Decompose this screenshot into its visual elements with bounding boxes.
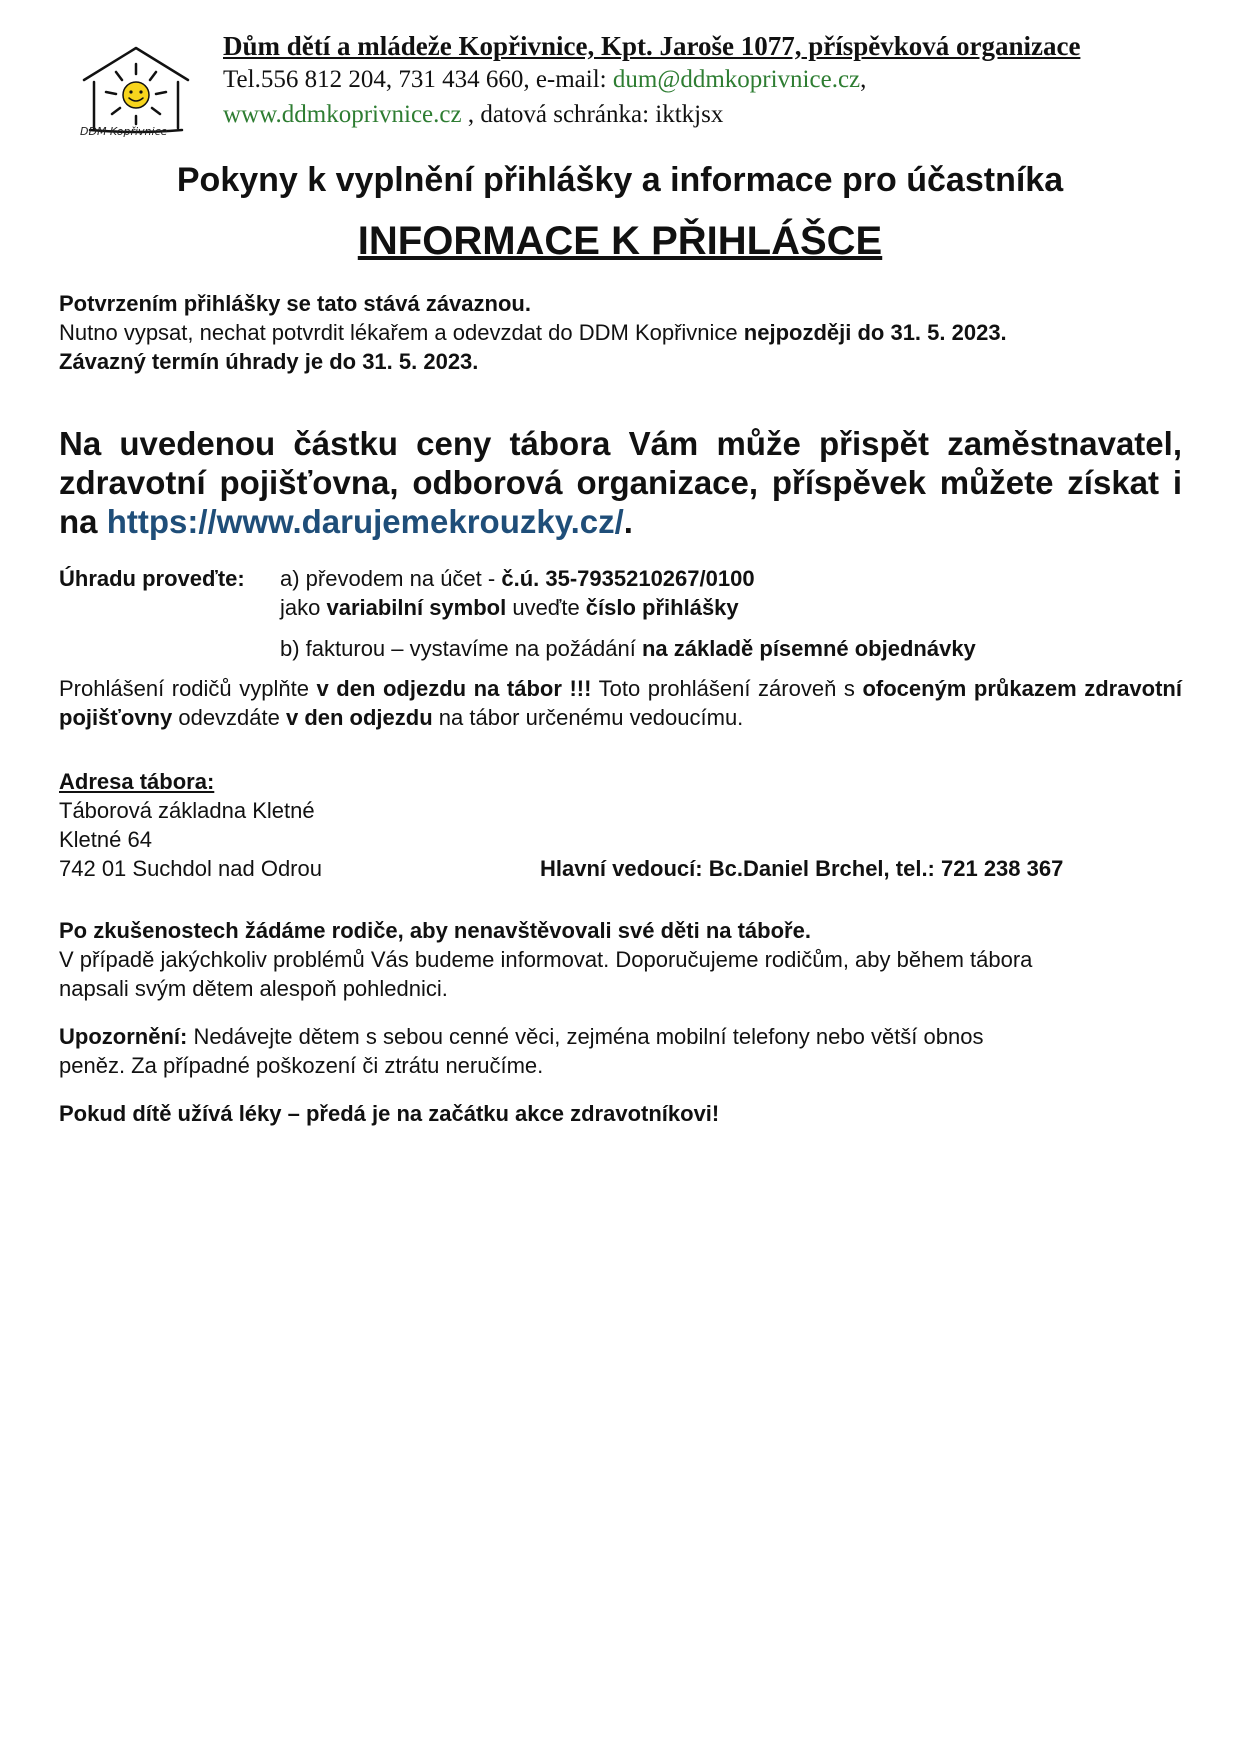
decl-text-4: na tábor určenému vedoucímu.	[432, 705, 744, 730]
web-line	[223, 101, 723, 129]
note-text-1: jako	[280, 595, 327, 620]
visits-bold: Po zkušenostech žádáme rodiče, aby nenavštěvovali své děti na táboře.	[59, 918, 811, 943]
address-line-1: Táborová základna Kletné	[59, 798, 315, 823]
application-number: číslo přihlášky	[585, 595, 739, 620]
phone-text: Tel.556 812 204, 731 434 660, e-mail:	[223, 66, 613, 93]
visits-line-3: napsali svým dětem alespoň pohlednici.	[59, 976, 448, 1001]
decl-text-3: odevzdáte	[172, 705, 286, 730]
contact-line	[223, 66, 866, 94]
note-text-2: uveďte	[506, 595, 586, 620]
address-line-2: Kletné 64	[59, 827, 152, 852]
page-subtitle: INFORMACE K PŘIHLÁŠCE	[357, 219, 883, 263]
confirm-text: Nutno vypsat, nechat potvrdit lékařem a odevzdat do DDM Kopřivnice	[59, 320, 744, 345]
visits-line-2: V případě jakýchkoliv problémů Vás budeme informovat. Doporučujeme rodičům, aby během tábora	[59, 947, 1033, 972]
warning-line-2: peněz. Za případné poškození či ztrátu neručíme.	[59, 1053, 544, 1078]
contribution-text: Na uvedenou částku ceny tábora Vám může přispět zaměstnavatel, zdravotní pojišťovna, odborová organizace, příspěvek můžete získat i na	[59, 425, 1182, 540]
decl-bold-2: ofoceným průkazem zdravotní pojišťovny	[59, 676, 1182, 730]
warning-text: Nedávejte dětem s sebou cenné věci, zejména mobilní telefony nebo větší obnos	[187, 1024, 984, 1049]
payment-option-a	[280, 566, 755, 592]
payment-a-text: a) převodem na účet -	[280, 566, 502, 591]
darujeme-link[interactable]: https://www.darujemekrouzky.cz/	[106, 503, 624, 540]
databox-text: , datová schránka: iktkjsx	[461, 101, 724, 128]
email-link[interactable]: dum@ddmkoprivnice.cz	[612, 66, 861, 93]
payment-b-text: b) fakturou – vystavíme na požádání	[280, 636, 642, 661]
address-line-3: 742 01 Suchdol nad Odrou	[59, 856, 322, 881]
address-label: Adresa tábora:	[59, 769, 215, 794]
website-link[interactable]: www.ddmkoprivnice.cz	[223, 101, 462, 128]
decl-bold-1: v den odjezdu na tábor !!!	[316, 676, 592, 701]
variable-symbol: variabilní symbol	[326, 595, 507, 620]
payment-option-a-note	[280, 595, 739, 621]
contribution-paragraph	[59, 424, 1182, 541]
warning-line-1	[59, 1022, 983, 1051]
payment-option-b	[280, 636, 976, 662]
warning-label: Upozornění:	[59, 1024, 188, 1049]
confirm-line-1: Potvrzením přihlášky se tato stává závaznou.	[59, 291, 531, 316]
payment-label: Úhradu proveďte:	[59, 566, 245, 591]
confirm-line-2	[59, 318, 1007, 347]
payment-deadline: Závazný termín úhrady je do 31. 5. 2023.	[59, 349, 479, 374]
written-order: na základě písemné objednávky	[641, 636, 976, 661]
confirm-deadline: nejpozději do 31. 5. 2023.	[743, 320, 1007, 345]
contribution-end: .	[623, 503, 633, 540]
logo-caption: DDM Kopřivnice	[80, 125, 168, 138]
page-title: Pokyny k vyplnění přihlášky a informace pro účastníka	[176, 161, 1064, 199]
medication-notice: Pokud dítě užívá léky – předá je na začátku akce zdravotníkovi!	[59, 1101, 720, 1126]
bank-account: č.ú. 35-7935210267/0100	[501, 566, 755, 591]
camp-leader: Hlavní vedoucí: Bc.Daniel Brchel, tel.: 721 238 367	[540, 856, 1064, 881]
organization-name: Dům dětí a mládeže Kopřivnice, Kpt. Jaroše 1077, příspěvková organizace	[223, 31, 1081, 61]
decl-text-2: Toto prohlášení zároveň s	[591, 676, 863, 701]
comma: ,	[860, 66, 867, 93]
declaration-paragraph	[59, 674, 1182, 732]
decl-bold-3: v den odjezdu	[285, 705, 433, 730]
decl-text-1: Prohlášení rodičů vyplňte	[59, 676, 317, 701]
